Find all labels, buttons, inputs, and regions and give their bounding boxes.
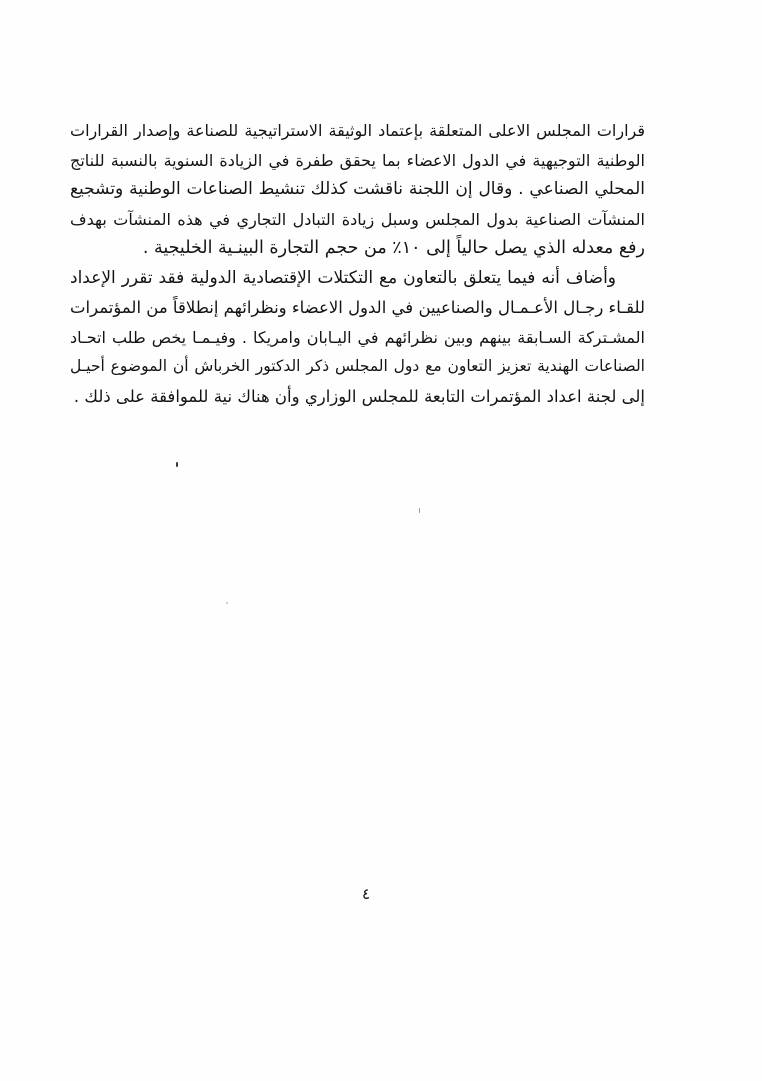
paragraph-2 [70,264,645,412]
text-line: المحلي الصناعي . وقال إن اللجنة ناقشت كذلك تنشيط الصناعات الوطنية وتشجيع [70,179,645,200]
text-line: إلى لجنة اعداد المؤتمرات التابعة للمجلس الوزاري وأن هناك نية للموافقة على ذلك . [73,386,645,406]
text-line: الصناعات الهندية تعزيز التعاون مع دول المجلس ذكر الدكتور الخرباش أن الموضوع أحيـل [70,357,645,376]
text-line: وأضاف أنه فيما يتعلق بالتعاون مع التكتلات الإقتصادية الدولية فقد تقرر الإعداد [70,267,616,288]
text-line: رفع معدله الذي يصل حالياً إلى ١٠٪ من حجم التجارة البينـية الخليجية . [142,238,645,259]
text-line: للقـاء رجـال الأعـمـال والصناعيين في الدول الاعضاء ونظرائهم إنطلاقاً من المؤتمرات [70,298,645,318]
text-line: قرارات المجلس الاعلى المتعلقة بإعتماد الوثيقة الاستراتيجية للصناعة وإصدار القرارات [70,121,645,140]
text-line: المنشآت الصناعية بدول المجلس وسبل زيادة التبادل التجاري في هذه المنشآت بهدف [70,209,645,229]
text-line: الوطنية التوجيهية في الدول الاعضاء بما يحقق طفرة في الزيادة السنوية بالنسبة للناتج [70,150,645,170]
scan-speck [176,462,178,467]
scan-speck [419,508,420,513]
body-text [70,116,645,411]
page-number: ٤ [361,885,371,903]
paragraph-1 [70,116,645,264]
scan-speck [226,602,228,604]
text-line: المشـتركة السـابقة بينهم وبين نظرائهم في اليـابان وامريكا . وفيـمـا يخص طلب اتحـاد [70,327,645,347]
